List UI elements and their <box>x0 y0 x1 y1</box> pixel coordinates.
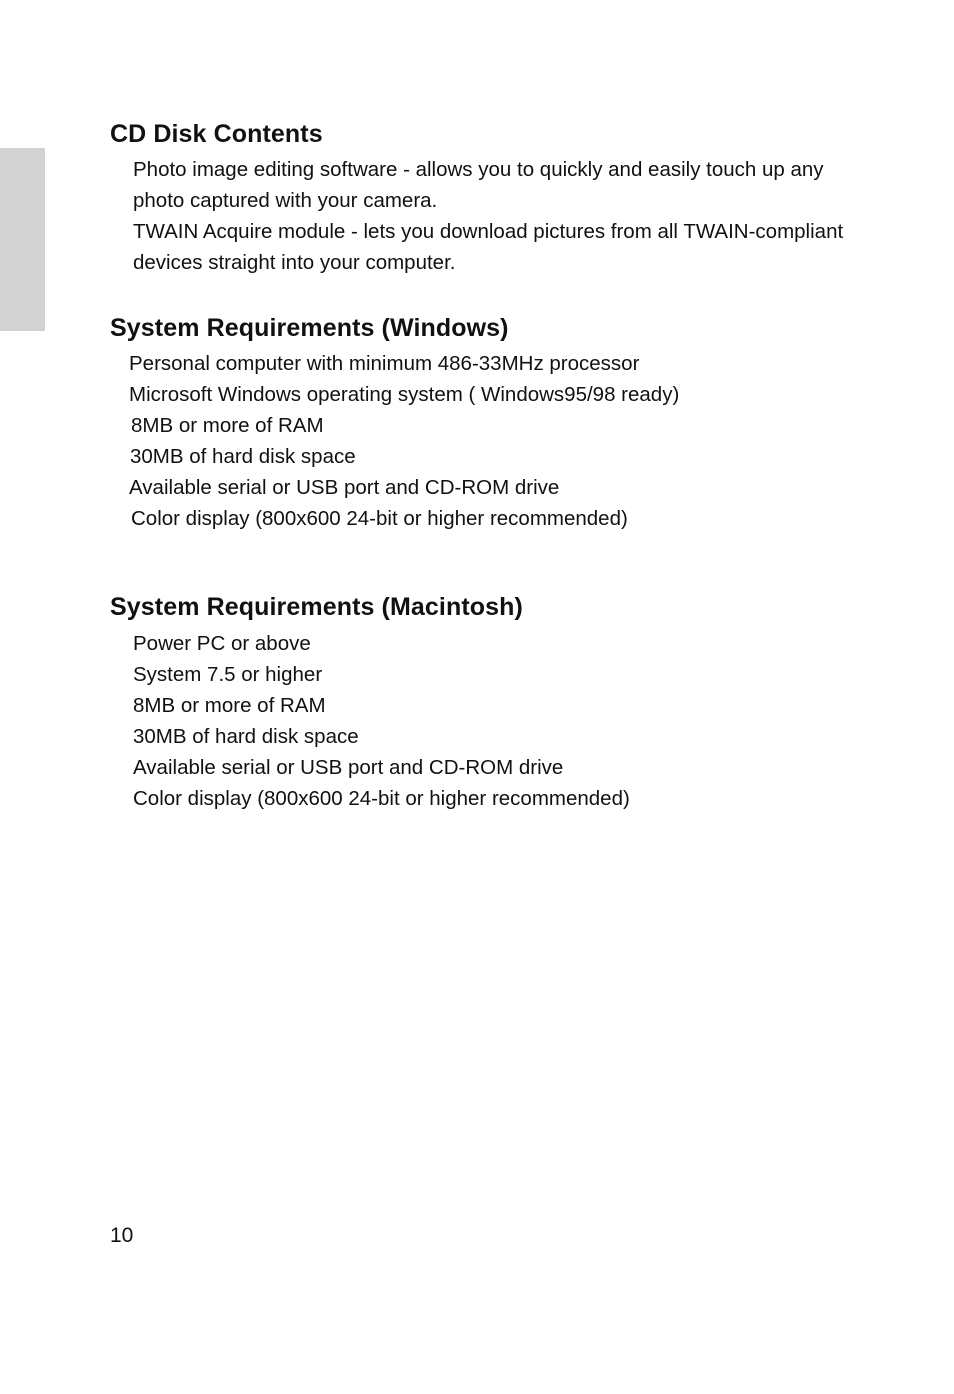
list-item: TWAIN Acquire module - lets you download pictures from all TWAIN-compliant devices straight into your computer. <box>133 220 844 274</box>
list-item: 30MB of hard disk space <box>130 445 356 468</box>
section-title: CD Disk Contents <box>110 120 323 148</box>
list-item: System 7.5 or higher <box>133 663 323 686</box>
section-title: System Requirements (Windows) <box>110 314 509 342</box>
section-title: System Requirements (Macintosh) <box>110 593 523 621</box>
list-item: 30MB of hard disk space <box>133 725 359 748</box>
macintosh-requirements-section <box>110 591 890 814</box>
list-item: Microsoft Windows operating system ( Windows95/98 ready) <box>129 383 680 406</box>
page-number: 10 <box>110 1224 134 1247</box>
list-item: 8MB or more of RAM <box>131 414 324 437</box>
requirements-list <box>129 348 890 534</box>
list-item: Available serial or USB port and CD-ROM drive <box>133 756 564 779</box>
list-item: Photo image editing software - allows you to quickly and easily touch up any photo captured with your camera. <box>133 158 824 212</box>
windows-requirements-section <box>110 312 890 534</box>
list-item: Personal computer with minimum 486-33MHz processor <box>129 352 640 375</box>
list-item: Color display (800x600 24-bit or higher recommended) <box>131 507 628 530</box>
side-tab-marker <box>0 148 45 331</box>
list-item: Power PC or above <box>133 632 311 655</box>
list-item: Available serial or USB port and CD-ROM drive <box>129 476 560 499</box>
cd-disk-contents-section <box>110 118 890 278</box>
list-item: 8MB or more of RAM <box>133 694 326 717</box>
requirements-list <box>133 628 890 814</box>
list-item: Color display (800x600 24-bit or higher recommended) <box>133 787 630 810</box>
content-list <box>133 154 890 278</box>
